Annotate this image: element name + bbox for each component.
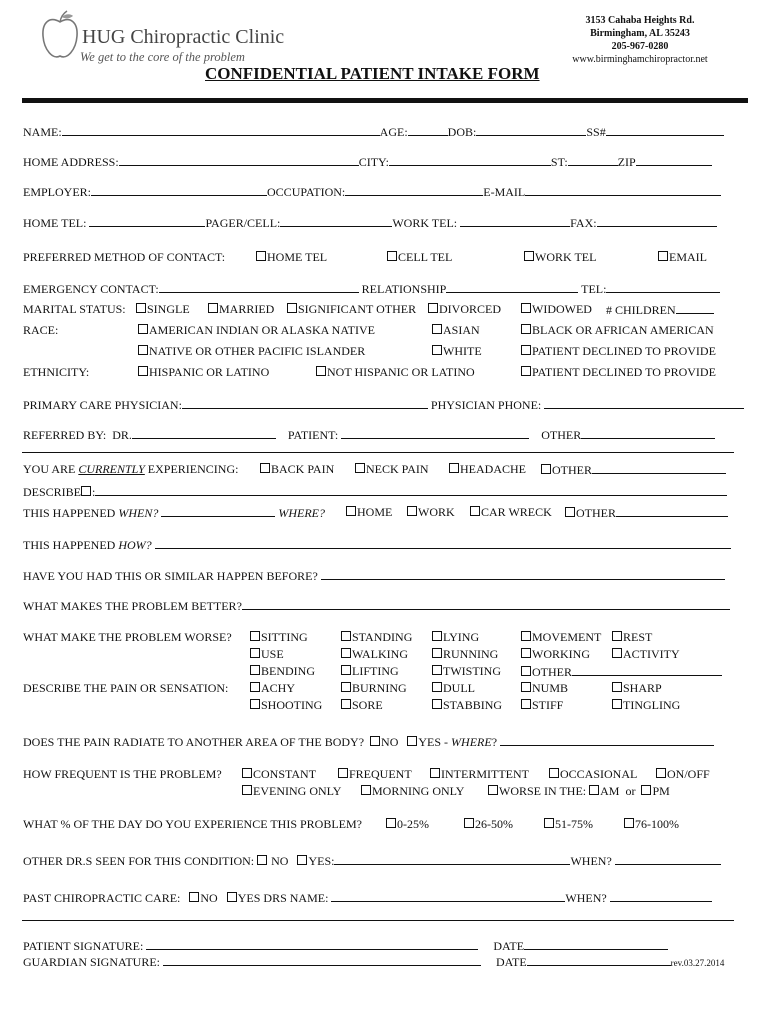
worse-bending-option[interactable]: BENDING	[250, 664, 315, 678]
race-white-option[interactable]: WHITE	[432, 344, 482, 358]
checkbox[interactable]	[544, 818, 554, 828]
contact-home-tel-option[interactable]: HOME TEL	[256, 250, 327, 264]
other-dr-when-label: WHEN?	[570, 854, 612, 868]
checkbox[interactable]	[250, 631, 260, 641]
checkbox[interactable]	[521, 631, 531, 641]
marital-divorced-option[interactable]: DIVORCED	[428, 302, 501, 316]
referred-by-label: REFERRED BY:	[23, 428, 107, 442]
checkbox[interactable]	[136, 303, 146, 313]
ss-label: SS#	[586, 125, 606, 139]
home-address-field[interactable]	[119, 154, 359, 166]
pct-51-75-option[interactable]: 51-75%	[544, 817, 593, 831]
past-care-when-field[interactable]	[610, 890, 712, 902]
other-dr-when-field[interactable]	[615, 853, 721, 865]
clinic-logo	[40, 10, 285, 70]
form-title: CONFIDENTIAL PATIENT INTAKE FORM	[205, 64, 540, 83]
contact-email-option[interactable]: EMAIL	[658, 250, 707, 264]
age-field[interactable]	[408, 124, 448, 136]
freq-constant-option[interactable]: CONSTANT	[242, 767, 316, 781]
referral-patient-field[interactable]	[341, 427, 529, 439]
checkbox[interactable]	[250, 648, 260, 658]
revision-note: rev.03.27.2014	[670, 958, 725, 968]
worse-running-option[interactable]: RUNNING	[432, 647, 498, 661]
describe-row: DESCRIBE :	[23, 484, 727, 499]
clinic-tagline: We get to the core of the problem	[80, 50, 245, 64]
where-car-wreck-option[interactable]: CAR WRECK	[470, 505, 552, 519]
clinic-address-block	[540, 14, 740, 66]
checkbox[interactable]	[428, 303, 438, 313]
checkbox[interactable]	[138, 324, 148, 334]
race-label: RACE:	[23, 323, 59, 337]
past-care-row	[23, 890, 712, 905]
signature-divider	[22, 920, 734, 921]
past-care-when-label: WHEN?	[565, 891, 607, 905]
pain-sharp-option[interactable]: SHARP	[612, 681, 662, 695]
guardian-date-label: DATE	[496, 955, 527, 969]
work-tel-label: WORK TEL:	[392, 216, 458, 230]
checkbox[interactable]	[341, 648, 351, 658]
worse-lying-option[interactable]: LYING	[432, 630, 479, 644]
marital-significant-other-option[interactable]: SIGNIFICANT OTHER	[287, 302, 416, 316]
referral-dr-field[interactable]	[132, 427, 276, 439]
checkbox[interactable]	[565, 507, 575, 517]
checkbox[interactable]	[341, 631, 351, 641]
checkbox[interactable]	[407, 506, 417, 516]
pain-stabbing-option[interactable]: STABBING	[432, 698, 502, 712]
radiate-row	[23, 734, 714, 749]
home-tel-field[interactable]	[89, 215, 205, 227]
relationship-label: RELATIONSHIP	[361, 282, 447, 296]
worse-working-option[interactable]: WORKING	[521, 647, 590, 661]
worse-label: WHAT MAKE THE PROBLEM WORSE?	[23, 630, 232, 644]
state-field[interactable]	[568, 154, 618, 166]
freq-morning-option[interactable]: MORNING ONLY	[361, 784, 464, 798]
checkbox[interactable]	[341, 682, 351, 692]
complaint-other-field[interactable]	[592, 462, 726, 474]
pct-76-100-option[interactable]: 76-100%	[624, 817, 679, 831]
emergency-tel-field[interactable]	[606, 281, 720, 293]
name-field[interactable]	[62, 124, 380, 136]
checkbox[interactable]	[361, 785, 371, 795]
address-row	[23, 154, 712, 169]
checkbox[interactable]	[488, 785, 498, 795]
email-field[interactable]	[525, 184, 721, 196]
race-american-indian-option[interactable]: AMERICAN INDIAN OR ALASKA NATIVE	[138, 323, 375, 337]
radiate-yes-option[interactable]: YES - WHERE?	[407, 735, 497, 749]
race-pacific-islander-option[interactable]: NATIVE OR OTHER PACIFIC ISLANDER	[138, 344, 365, 358]
similar-before-label: HAVE YOU HAD THIS OR SIMILAR HAPPEN BEFORE?	[23, 569, 318, 583]
checkbox[interactable]	[464, 818, 474, 828]
race-asian-option[interactable]: ASIAN	[432, 323, 480, 337]
worse-movement-option[interactable]: MOVEMENT	[521, 630, 601, 644]
contact-cell-tel-option[interactable]: CELL TEL	[387, 250, 452, 264]
relationship-field[interactable]	[446, 281, 578, 293]
past-care-no-option[interactable]: NO	[189, 891, 217, 905]
clinic-phone: 205-967-0280	[611, 41, 669, 52]
zip-field[interactable]	[636, 154, 712, 166]
pain-shooting-option[interactable]: SHOOTING	[250, 698, 322, 712]
home-tel-label: HOME TEL:	[23, 216, 87, 230]
checkbox[interactable]	[521, 648, 531, 658]
worse-sitting-option[interactable]: SITTING	[250, 630, 308, 644]
worse-rest-option[interactable]: REST	[612, 630, 652, 644]
worse-lifting-option[interactable]: LIFTING	[341, 664, 399, 678]
better-row	[23, 598, 730, 613]
marital-status-label: MARITAL STATUS:	[23, 302, 126, 316]
email-label: E-MAIL	[483, 185, 526, 199]
checkbox[interactable]	[432, 648, 442, 658]
section-divider	[22, 452, 734, 453]
checkbox[interactable]	[387, 251, 397, 261]
checkbox[interactable]	[624, 818, 634, 828]
checkbox[interactable]	[521, 666, 531, 676]
worse-other-option[interactable]: OTHER	[521, 664, 722, 679]
address-line2: Birmingham, AL 35243	[590, 28, 690, 39]
contact-work-tel-option[interactable]: WORK TEL	[524, 250, 596, 264]
checkbox[interactable]	[189, 892, 199, 902]
clinic-name: HUG Chiropractic Clinic	[82, 26, 285, 48]
pain-burning-option[interactable]: BURNING	[341, 681, 407, 695]
describe-pain-label: DESCRIBE THE PAIN OR SENSATION:	[23, 681, 229, 695]
patient-label: PATIENT:	[287, 428, 339, 442]
dob-label: DOB:	[447, 125, 477, 139]
guardian-signature-row	[23, 954, 724, 970]
tel-label: TEL:	[581, 282, 607, 296]
checkbox[interactable]	[242, 785, 252, 795]
checkbox[interactable]	[287, 303, 297, 313]
checkbox[interactable]	[521, 699, 531, 709]
past-care-drs-field[interactable]	[331, 890, 565, 902]
checkbox[interactable]	[341, 699, 351, 709]
work-tel-field[interactable]	[460, 215, 570, 227]
other-dr-label: OTHER DR.S SEEN FOR THIS CONDITION:	[23, 854, 255, 868]
physician-phone-field[interactable]	[544, 397, 744, 409]
similar-before-row	[23, 568, 725, 583]
address-line1: 3153 Cahaba Heights Rd.	[585, 15, 695, 26]
physician-phone-label: PHYSICIAN PHONE:	[430, 398, 542, 412]
other-dr-no-option[interactable]: NO	[257, 854, 288, 868]
pain-numb-option[interactable]: NUMB	[521, 681, 568, 695]
ethnicity-label: ETHNICITY:	[23, 365, 90, 379]
emergency-row	[23, 281, 720, 296]
employer-field[interactable]	[91, 184, 267, 196]
patient-signature-row	[23, 938, 668, 953]
where-other-option[interactable]: OTHER	[565, 505, 728, 520]
happened-when-label: THIS HAPPENED WHEN? WHERE?	[23, 506, 325, 520]
checkbox[interactable]	[470, 506, 480, 516]
home-address-label: HOME ADDRESS:	[23, 155, 119, 169]
describe-field[interactable]	[95, 484, 727, 496]
worse-other-field[interactable]	[572, 664, 722, 676]
worse-use-option[interactable]: USE	[250, 647, 284, 661]
employer-row	[23, 184, 721, 199]
checkbox[interactable]	[355, 463, 365, 473]
checkbox[interactable]	[370, 736, 380, 746]
checkbox[interactable]	[521, 324, 531, 334]
pager-cell-field[interactable]	[280, 215, 392, 227]
pm-option[interactable]: PM	[641, 784, 669, 798]
checkbox[interactable]	[338, 768, 348, 778]
checkbox[interactable]	[658, 251, 668, 261]
happened-how-field[interactable]	[155, 537, 731, 549]
marital-single-option[interactable]: SINGLE	[136, 302, 190, 316]
referral-row	[23, 427, 715, 442]
patient-date-field[interactable]	[524, 938, 668, 950]
checkbox[interactable]	[432, 345, 442, 355]
ss-field[interactable]	[606, 124, 724, 136]
patient-signature-field[interactable]	[146, 938, 478, 950]
freq-intermittent-option[interactable]: INTERMITTENT	[430, 767, 529, 781]
checkbox[interactable]	[612, 699, 622, 709]
checkbox[interactable]	[432, 682, 442, 692]
checkbox[interactable]	[432, 699, 442, 709]
checkbox[interactable]	[316, 366, 326, 376]
back-pain-option[interactable]: BACK PAIN	[260, 462, 334, 476]
checkbox[interactable]	[521, 345, 531, 355]
checkbox[interactable]	[641, 785, 651, 795]
children-count	[606, 302, 714, 317]
ethnicity-hispanic-option[interactable]: HISPANIC OR LATINO	[138, 365, 269, 379]
where-other-field[interactable]	[616, 505, 728, 517]
race-black-option[interactable]: BLACK OR AFRICAN AMERICAN	[521, 323, 714, 337]
worse-in-the-group: WORSE IN THE: AM or PM	[488, 784, 670, 798]
frequency-label: HOW FREQUENT IS THE PROBLEM?	[23, 767, 222, 781]
checkbox[interactable]	[449, 463, 459, 473]
radiate-no-option[interactable]: NO	[370, 735, 398, 749]
other-label: OTHER	[541, 428, 582, 442]
ethnicity-declined-option[interactable]: PATIENT DECLINED TO PROVIDE	[521, 365, 716, 379]
name-row	[23, 124, 724, 139]
pct-0-25-option[interactable]: 0-25%	[386, 817, 429, 831]
pain-dull-option[interactable]: DULL	[432, 681, 475, 695]
freq-on-off-option[interactable]: ON/OFF	[656, 767, 710, 781]
checkbox[interactable]	[432, 324, 442, 334]
checkbox[interactable]	[549, 768, 559, 778]
pcp-field[interactable]	[182, 397, 428, 409]
better-field[interactable]	[242, 598, 730, 610]
fax-field[interactable]	[597, 215, 717, 227]
age-label: AGE:	[379, 125, 408, 139]
checkbox[interactable]	[242, 768, 252, 778]
neck-pain-option[interactable]: NECK PAIN	[355, 462, 429, 476]
employer-label: EMPLOYER:	[23, 185, 92, 199]
worse-walking-option[interactable]: WALKING	[341, 647, 408, 661]
am-option[interactable]: AM	[589, 784, 619, 798]
similar-before-field[interactable]	[321, 568, 725, 580]
checkbox[interactable]	[432, 665, 442, 675]
race-declined-option[interactable]: PATIENT DECLINED TO PROVIDE	[521, 344, 716, 358]
checkbox[interactable]	[297, 855, 307, 865]
children-field[interactable]	[676, 302, 714, 314]
checkbox[interactable]	[208, 303, 218, 313]
dob-field[interactable]	[476, 124, 586, 136]
worse-in-option[interactable]: WORSE IN THE:	[488, 784, 586, 798]
checkbox[interactable]	[227, 892, 237, 902]
pager-cell-label: PAGER/CELL:	[205, 216, 281, 230]
children-label: # CHILDREN	[606, 303, 676, 317]
freq-evening-option[interactable]: EVENING ONLY	[242, 784, 341, 798]
dr-label: DR.	[112, 428, 132, 442]
checkbox[interactable]	[612, 682, 622, 692]
apple-logo-icon	[40, 10, 80, 62]
pct-26-50-option[interactable]: 26-50%	[464, 817, 513, 831]
state-label: ST:	[550, 155, 568, 169]
guardian-signature-label: GUARDIAN SIGNATURE:	[23, 955, 160, 969]
past-care-label: PAST CHIROPRACTIC CARE:	[23, 891, 181, 905]
checkbox[interactable]	[346, 506, 356, 516]
other-dr-row	[23, 853, 721, 868]
checkbox[interactable]	[138, 345, 148, 355]
clinic-website: www.birminghamchiropractor.net	[572, 54, 708, 65]
checkbox[interactable]	[250, 699, 260, 709]
marital-married-option[interactable]: MARRIED	[208, 302, 274, 316]
checkbox[interactable]	[612, 631, 622, 641]
checkbox[interactable]	[250, 682, 260, 692]
pcp-label: PRIMARY CARE PHYSICIAN:	[23, 398, 182, 412]
patient-signature-label: PATIENT SIGNATURE:	[23, 939, 144, 953]
checkbox[interactable]	[521, 303, 531, 313]
pain-sore-option[interactable]: SORE	[341, 698, 383, 712]
checkbox[interactable]	[524, 251, 534, 261]
pain-achy-option[interactable]: ACHY	[250, 681, 295, 695]
happened-how-row: THIS HAPPENED HOW?	[23, 537, 731, 552]
checkbox[interactable]	[521, 682, 531, 692]
marital-widowed-option[interactable]: WIDOWED	[521, 302, 592, 316]
describe-label: DESCRIBE	[23, 485, 82, 499]
freq-occasional-option[interactable]: OCCASIONAL	[549, 767, 637, 781]
checkbox[interactable]	[432, 631, 442, 641]
checkbox[interactable]	[386, 818, 396, 828]
percent-day-label: WHAT % OF THE DAY DO YOU EXPERIENCE THIS PROBLEM?	[23, 817, 363, 831]
preferred-contact-label: PREFERRED METHOD OF CONTACT:	[23, 250, 226, 264]
zip-label: ZIP	[617, 155, 636, 169]
checkbox[interactable]	[256, 251, 266, 261]
checkbox[interactable]	[81, 486, 91, 496]
referral-other-field[interactable]	[581, 427, 715, 439]
emergency-contact-label: EMERGENCY CONTACT:	[23, 282, 159, 296]
experiencing-label: YOU ARE CURRENTLY EXPERIENCING:	[23, 462, 239, 476]
header-divider	[22, 98, 748, 103]
headache-option[interactable]: HEADACHE	[449, 462, 526, 476]
checkbox[interactable]	[260, 463, 270, 473]
where-work-option[interactable]: WORK	[407, 505, 455, 519]
occupation-field[interactable]	[345, 184, 483, 196]
checkbox[interactable]	[341, 665, 351, 675]
checkbox[interactable]	[257, 855, 267, 865]
checkbox[interactable]	[612, 648, 622, 658]
fax-label: FAX:	[570, 216, 597, 230]
worse-standing-option[interactable]: STANDING	[341, 630, 412, 644]
pain-tingling-option[interactable]: TINGLING	[612, 698, 680, 712]
phone-row	[23, 215, 717, 230]
checkbox[interactable]	[138, 366, 148, 376]
city-field[interactable]	[389, 154, 551, 166]
freq-frequent-option[interactable]: FREQUENT	[338, 767, 412, 781]
checkbox[interactable]	[589, 785, 599, 795]
guardian-date-field[interactable]	[527, 954, 671, 966]
checkbox[interactable]	[430, 768, 440, 778]
radiate-where-field[interactable]	[500, 734, 714, 746]
where-home-option[interactable]: HOME	[346, 505, 392, 519]
happened-when-field[interactable]	[161, 505, 275, 517]
worse-twisting-option[interactable]: TWISTING	[432, 664, 501, 678]
guardian-signature-field[interactable]	[163, 954, 481, 966]
complaint-other-option[interactable]: OTHER	[541, 462, 726, 477]
name-label: NAME:	[23, 125, 62, 139]
checkbox[interactable]	[541, 464, 551, 474]
patient-date-label: DATE	[493, 939, 525, 953]
other-dr-yes-option[interactable]: YES:	[297, 854, 334, 868]
checkbox[interactable]	[521, 366, 531, 376]
checkbox[interactable]	[656, 768, 666, 778]
worse-activity-option[interactable]: ACTIVITY	[612, 647, 680, 661]
ethnicity-not-hispanic-option[interactable]: NOT HISPANIC OR LATINO	[316, 365, 475, 379]
pain-stiff-option[interactable]: STIFF	[521, 698, 563, 712]
checkbox[interactable]	[250, 665, 260, 675]
past-care-yes-option[interactable]: YES DRS NAME:	[227, 891, 329, 905]
other-dr-field[interactable]	[334, 853, 570, 865]
occupation-label: OCCUPATION:	[267, 185, 346, 199]
city-label: CITY:	[358, 155, 389, 169]
better-label: WHAT MAKES THE PROBLEM BETTER?	[23, 599, 242, 613]
physician-row	[23, 397, 744, 412]
radiate-label: DOES THE PAIN RADIATE TO ANOTHER AREA OF THE BODY?	[23, 735, 365, 749]
checkbox[interactable]	[407, 736, 417, 746]
emergency-contact-field[interactable]	[159, 281, 359, 293]
